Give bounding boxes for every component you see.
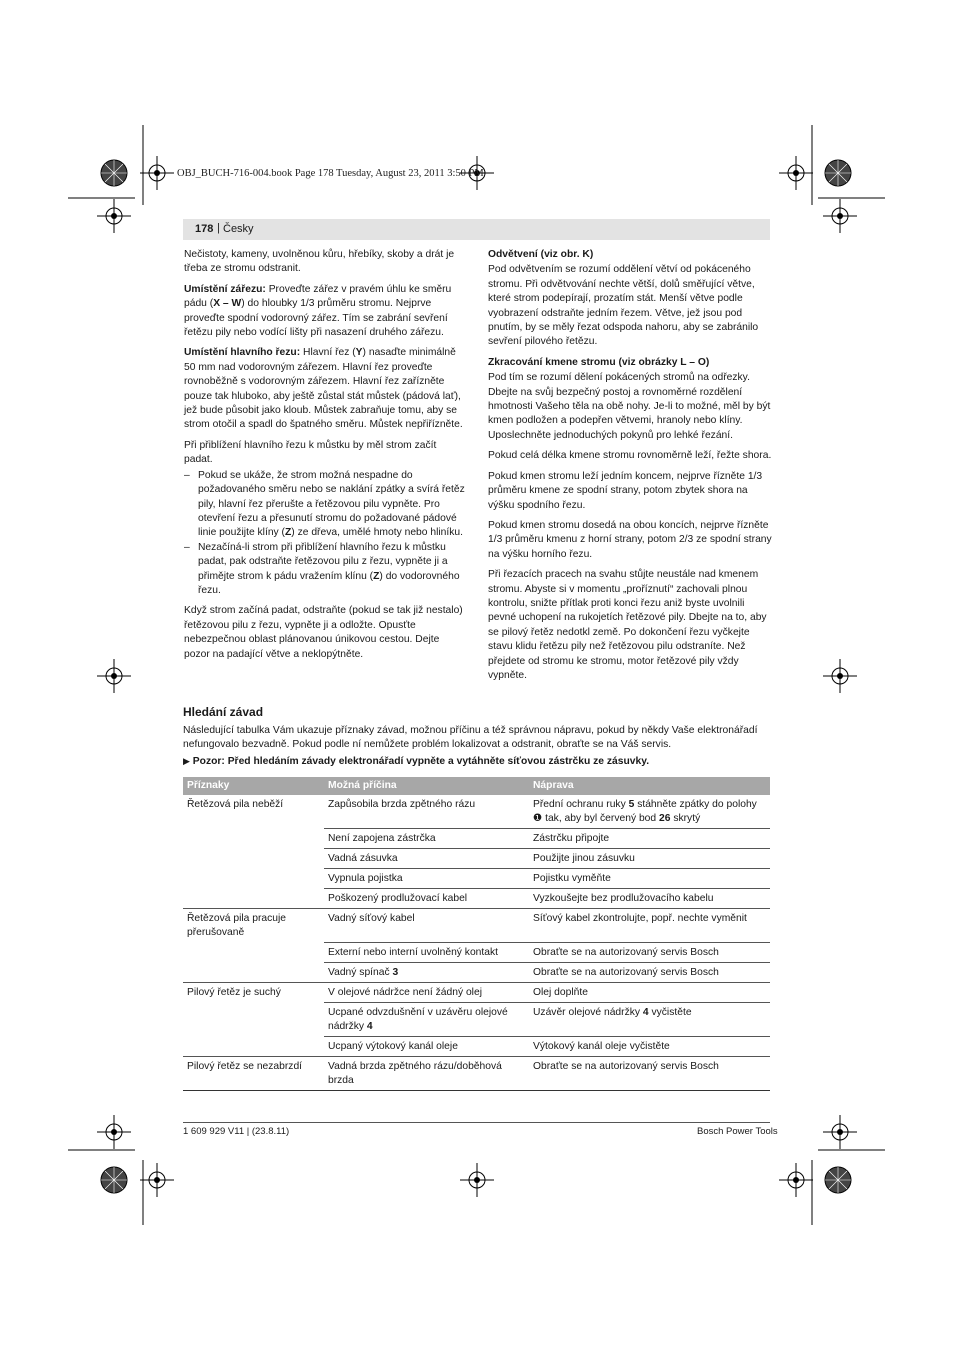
paragraph-main-cut: Umístění hlavního řezu: Hlavní řez (Y) nasaďte minimálně 50 mm nad vodorovným zářezem. Hlavní řez proveďte rovnoběžně s vodorovným zářezem. Hlavní řez zařízněte pouze tak hluboko, aby ještě zůstal stát můstek (pádová lať), jež bude působit jako kloub. Můstek zabraňuje tomu, aby se strom otočil a spadl do špatného směru. Můstek nepřiřízněte. (184, 347, 463, 431)
paragraph-delimbing: Pod odvětvením se rozumí oddělení větví od pokáceného stromu. Při odvětvování nechte větší, dolů směřující větve, které strom podepírají, prozatím stát. Menší větve podle vyobrazení odstraňte jedním řezem. Větve, jež jsou pod pnutím, by se měly řezat odspoda nahoru, aby se zabránilo sevření pilového řetězu. (488, 264, 759, 348)
fix-cell: Uzávěr olejové nádržky 4 vyčistěte (529, 1002, 770, 1036)
dash-item: – Pokud se ukáže, že strom možná nespadne do požadovaného směru nebo se naklání zpátky a svírá řetěz pily, hlavní řez přerušte a řetězovou pilu vypněte. Pro otevření řezu a přesunutí stromu do požadované pádové linie použijte klíny (Z) ze dřeva, umělé hmoty nebo hliníku. (184, 469, 465, 539)
main-cut-heading: Umístění hlavního řezu: (184, 347, 301, 359)
header-language: Česky (223, 223, 254, 235)
paragraph-bucking: Pod tím se rozumí dělení pokácených stromů na odřezky. Dbejte na svůj bezpečný postoj a rovnoměrné rozdělení hmotnosti Vašeho těla na obě nohy. Je-li to možné, měl by být kmen podložen a podepřen větvemi, hranoly nebo klíny. Uposlechněte jednoduchých pokynů pro lehké řezání. (488, 372, 771, 441)
paragraph-felling: Při přiblížení hlavního řezu k můstku by měl strom začít padat. (184, 439, 437, 466)
troubleshooting-table (183, 777, 770, 1091)
table-row (183, 942, 770, 962)
fix-cell: Obraťte se na autorizovaný servis Bosch (529, 942, 770, 962)
cause-cell: Zapůsobila brzda zpětného rázu (324, 795, 529, 829)
cause-cell: Ucpaný výtokový kanál oleje (324, 1036, 529, 1056)
paragraph-bucking-2: Pokud kmen stromu leží jedním koncem, nejprve řízněte 1/3 průměru kmene ze spodní strany, potom zbytek shora na výšku spodního řezu. (488, 470, 763, 511)
fix-cell: Zástrčku připojte (529, 829, 770, 849)
fix-cell: Obraťte se na autorizovaný servis Bosch (529, 1056, 770, 1090)
cause-cell: Externí nebo interní uvolněný kontakt (324, 942, 529, 962)
page-header-bar (183, 219, 770, 240)
table-row (183, 829, 770, 849)
fix-cell: Použijte jinou zásuvku (529, 849, 770, 869)
footer-brand: Bosch Power Tools (697, 1126, 778, 1137)
cause-cell: V olejové nádržce není žádný olej (324, 982, 529, 1002)
cause-cell: Ucpané odvzdušnění v uzávěru olejové nádržky 4 (324, 1002, 529, 1036)
delimbing-heading: Odvětvení (viz obr. K) (488, 249, 594, 260)
symptom-cell: Pilový řetěz se nezabrzdí (183, 1056, 324, 1090)
table-row (183, 1036, 770, 1056)
table-row (183, 962, 770, 982)
fix-cell: Obraťte se na autorizovaný servis Bosch (529, 962, 770, 982)
cause-cell: Vadná zásuvka (324, 849, 529, 869)
footer-rule (183, 1122, 770, 1123)
fix-cell: Síťový kabel zkontrolujte, popř. nechte vyměnit (529, 909, 770, 943)
table-row (183, 849, 770, 869)
page-number: 178 (195, 223, 214, 235)
table-row (183, 1002, 770, 1036)
header-separator: | (217, 222, 220, 234)
cause-cell: Vadná brzda zpětného rázu/doběhová brzda (324, 1056, 529, 1090)
table-row (183, 982, 770, 1002)
table-header-row (183, 777, 770, 795)
table-row (183, 889, 770, 909)
dash-item: – Nezačíná-li strom při přiblížení hlavního řezu k můstku padat, pak odstraňte řetězovou pilu z řezu, vypněte ji a přimějte strom k pádu vražením klínu (Z) do vodorovného řezu. (184, 541, 460, 596)
column-header: Příznaky (183, 777, 324, 795)
symptom-cell: Pilový řetěz je suchý (187, 986, 281, 998)
footer-doc-number: 1 609 929 V11 | (23.8.11) (183, 1126, 290, 1137)
main-cut-label: Y (355, 347, 363, 359)
warning-note: ▶ Pozor: Před hledáním závady elektronářadí vypněte a vytáhněte síťovou zástrčku ze zásuvky. (183, 756, 650, 767)
cause-cell: Vadný spínač 3 (324, 962, 529, 982)
cause-cell: Vadný síťový kabel (324, 909, 529, 943)
paragraph-tree-falling: Když strom začíná padat, odstraňte (pokud se tak již nestalo) řetězovou pilu z řezu, vypněte ji a odložte. Opusťte nebezpečnou oblast plánovanou únikovou cestou. Dejte pozor na padající větve a neklopýtněte. (184, 605, 463, 660)
print-slug: OBJ_BUCH-716-004.book Page 178 Tuesday, August 23, 2011 3:50 PM (177, 168, 484, 179)
right-column (488, 248, 773, 689)
symptom-cell: Řetězová pila neběží (187, 799, 284, 810)
fix-cell: Přední ochranu ruky 5 stáhněte zpátky do polohy ❶ tak, aby byl červený bod 26 skrytý (529, 795, 770, 829)
bucking-heading: Zkracování kmene stromu (viz obrázky L – O) (488, 356, 710, 368)
cause-cell: Poškozený prodlužovací kabel (324, 889, 529, 909)
troubleshooting-intro: Následující tabulka Vám ukazuje příznaky závad, možnou příčinu a též správnou nápravu, pokud by někdy Vaše elektronářadí nefungovalo bezvadně. Pokud podle ní nemůžete problém lokalizovat a odstranit, obraťte se na Váš servis. (183, 725, 758, 751)
fix-cell: Výtokový kanál oleje vyčistěte (529, 1036, 770, 1056)
fix-cell: Vyzkoušejte bez prodlužovacího kabelu (529, 889, 770, 909)
notch-heading: Umístění zářezu: (184, 283, 266, 295)
table-row (183, 909, 770, 943)
column-header: Náprava (529, 777, 770, 795)
column-header: Možná příčina (324, 777, 529, 795)
position-1-icon: ❶ (533, 813, 543, 824)
table-row (183, 869, 770, 889)
table-row (183, 1056, 770, 1090)
paragraph-debris: Nečistoty, kameny, uvolněnou kůru, hřebíky, skoby a drát je třeba ze stromu odstranit. (184, 249, 455, 275)
cause-cell: Vypnula pojistka (324, 869, 529, 889)
paragraph-slope: Při řezacích pracech na svahu stůjte neustále nad kmenem stromu. Abyste si v momentu „proříznutí“ zachovali plnou kontrolu, snižte přítlak proti konci řezu aniž byste uvolnili pevné uchopení na rukojetích řetězové pily. Dbejte na to, aby se pilový řetěz nedotkl země. Po dokončení řezu vyčkejte stavu klidu řetězu pily než řetězovou pilu odstraníte. Než přejdete od stromu ke stromu, motor řetězové pily vždy vypněte. (488, 569, 767, 681)
table-row (183, 795, 770, 829)
arrow-icon: ▶ (183, 756, 190, 766)
fix-cell: Olej doplňte (529, 982, 770, 1002)
cause-cell: Není zapojena zástrčka (324, 829, 529, 849)
notch-label: X – W (213, 298, 242, 310)
fix-cell: Pojistku vyměňte (529, 869, 770, 889)
paragraph-bucking-3: Pokud kmen stromu dosedá na obou koncích, nejprve řízněte 1/3 průměru kmenu z horní strany, potom 2/3 ze spodní strany na výšku horního řezu. (488, 519, 772, 560)
paragraph-bucking-1: Pokud celá délka kmene stromu rovnoměrně leží, řežte shora. (488, 450, 772, 462)
section-title: Hledání závad (183, 705, 264, 719)
symptom-cell: Řetězová pila pracuje přerušovaně (187, 913, 287, 938)
paragraph-notch: Umístění zářezu: Proveďte zářez v pravém úhlu ke směru pádu (X – W) do hloubky 1/3 průměru stromu. Nejprve proveďte spodní vodorovný zářez. Tím se zabrání sevření řetězu pily nebo vodící lišty při nasazení druhého zářezu. (184, 283, 452, 339)
left-column (184, 248, 466, 668)
